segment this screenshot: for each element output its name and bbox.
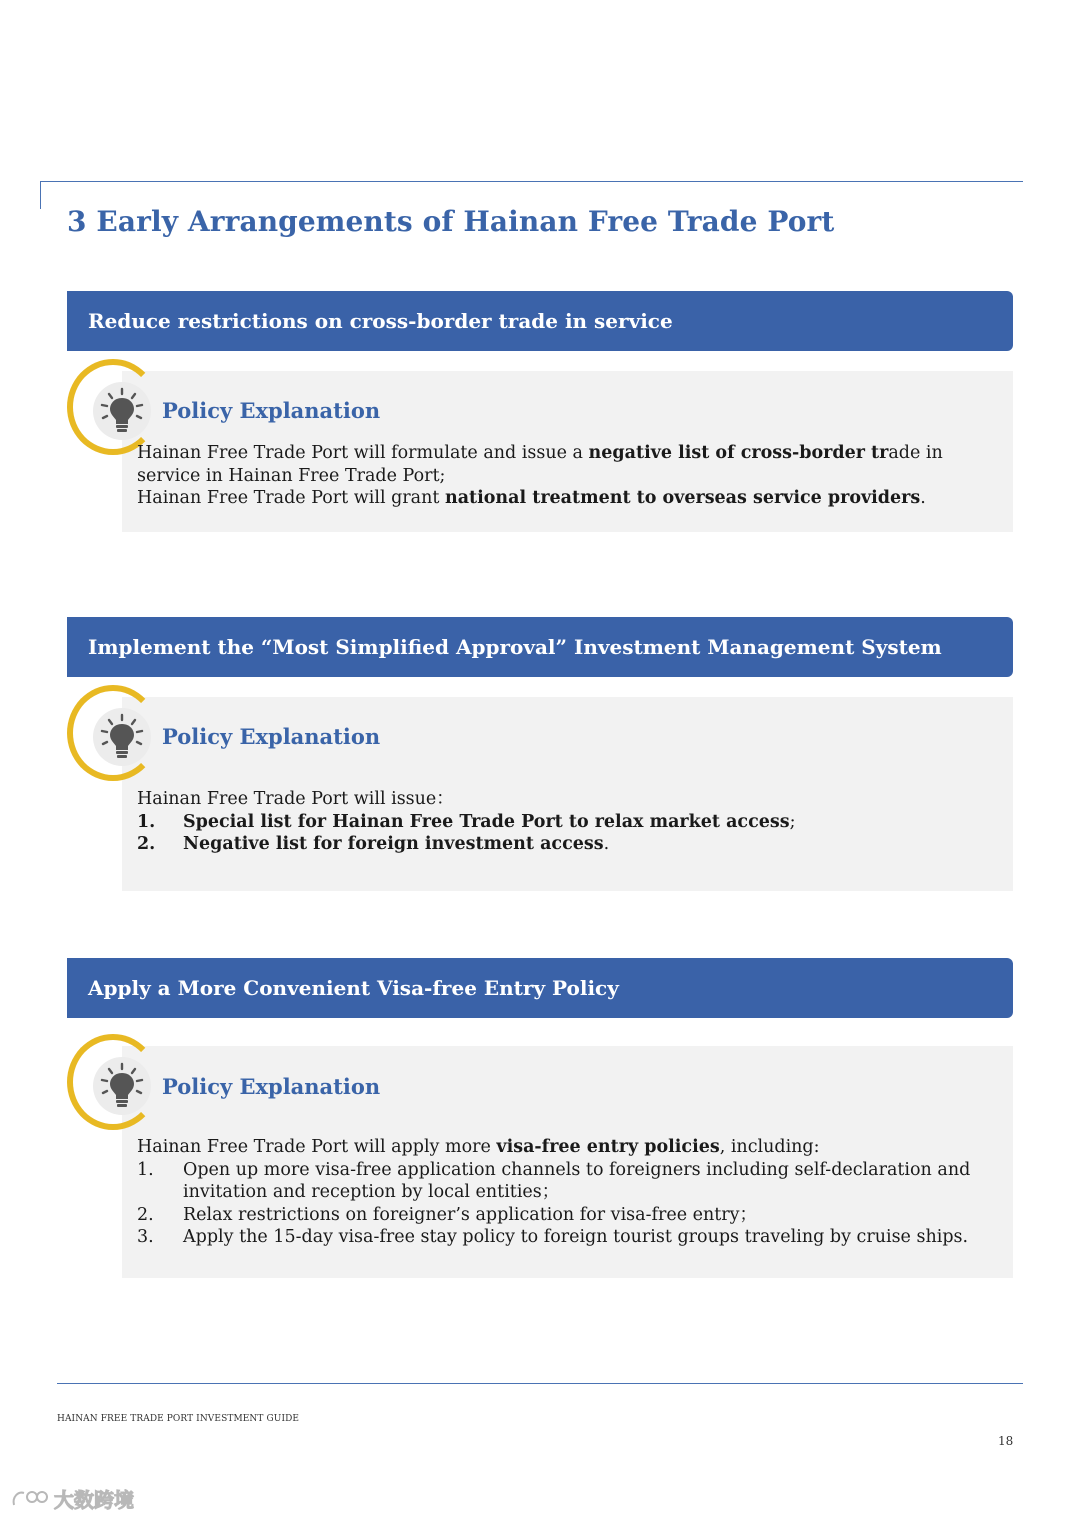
- page-number: 18: [998, 1434, 1014, 1448]
- header-rule: [40, 181, 1023, 182]
- text-run-bold: visa-free entry policies: [496, 1137, 720, 1157]
- policy-text-simplified-approval: [137, 788, 1007, 856]
- policy-paragraph: [137, 442, 1007, 487]
- section-banner-visa-free-entry: [67, 958, 1013, 1018]
- policy-text-visa-free-entry: [137, 1136, 1007, 1249]
- text-run: .: [603, 834, 610, 854]
- list-text: [183, 811, 1007, 834]
- list-item: [137, 811, 1007, 834]
- list-number: 1.: [137, 811, 156, 832]
- list-text: Relax restrictions on foreigner’s application for visa-free entry；: [183, 1204, 758, 1225]
- text-run: ade in service in Hainan Free Trade Port;: [137, 443, 943, 486]
- policy-intro: [137, 1136, 1007, 1159]
- watermark-logo-icon: [10, 1487, 50, 1511]
- page-title: 3 Early Arrangements of Hainan Free Trade Port: [67, 205, 835, 238]
- section-banner-cross-border-trade: [67, 291, 1013, 351]
- policy-text-cross-border-trade: [137, 442, 1007, 510]
- list-item: [137, 1159, 1007, 1204]
- policy-paragraph: [137, 487, 1007, 510]
- watermark-text: 大数跨境: [54, 1488, 134, 1512]
- text-run-bold: national treatment to overseas service providers: [444, 488, 921, 508]
- text-run: ;: [789, 811, 796, 832]
- policy-explanation-heading: Policy Explanation: [162, 724, 381, 749]
- lightbulb-icon: [93, 708, 151, 766]
- text-run: Hainan Free Trade Port will formulate and issue a: [137, 443, 589, 463]
- section-banner-label: Apply a More Convenient Visa-free Entry Policy: [88, 976, 619, 1000]
- text-run-bold: Negative list for foreign investment access: [183, 834, 604, 854]
- section-banner-label: Implement the “Most Simplified Approval” Investment Management System: [88, 635, 942, 659]
- section-banner-simplified-approval: [67, 617, 1013, 677]
- footer-title: HAINAN FREE TRADE PORT INVESTMENT GUIDE: [57, 1414, 300, 1424]
- list-number: 3.: [137, 1227, 154, 1247]
- text-run: , including:: [719, 1137, 820, 1157]
- list-text: Open up more visa-free application channels to foreigners including self-declaration and invitation and reception by local entities；: [183, 1159, 971, 1202]
- list-text: Apply the 15-day visa-free stay policy to foreign tourist groups traveling by cruise ships.: [183, 1227, 969, 1247]
- policy-explanation-heading: Policy Explanation: [162, 398, 381, 423]
- list-number: 2.: [137, 1204, 154, 1225]
- list-text: [183, 833, 1007, 856]
- text-run-bold: Special list for Hainan Free Trade Port to relax market access: [183, 811, 790, 832]
- list-number: 2.: [137, 834, 156, 854]
- text-run: .: [920, 488, 926, 508]
- watermark: [10, 1484, 134, 1513]
- footer-rule: [57, 1383, 1023, 1384]
- list-item: [137, 833, 1007, 856]
- text-run-bold: negative list of cross-border tr: [588, 443, 889, 463]
- policy-intro: Hainan Free Trade Port will issue：: [137, 789, 454, 809]
- lightbulb-icon: [93, 1057, 151, 1115]
- list-item: [137, 1204, 1007, 1227]
- text-run: Hainan Free Trade Port will grant: [137, 488, 445, 508]
- list-item: [137, 1226, 1007, 1249]
- header-rule-tick: [40, 181, 41, 209]
- list-number: 1.: [137, 1159, 154, 1180]
- lightbulb-icon: [93, 382, 151, 440]
- policy-explanation-heading: Policy Explanation: [162, 1074, 381, 1099]
- text-run: Hainan Free Trade Port will apply more: [137, 1137, 497, 1157]
- section-banner-label: Reduce restrictions on cross-border trade in service: [88, 309, 673, 333]
